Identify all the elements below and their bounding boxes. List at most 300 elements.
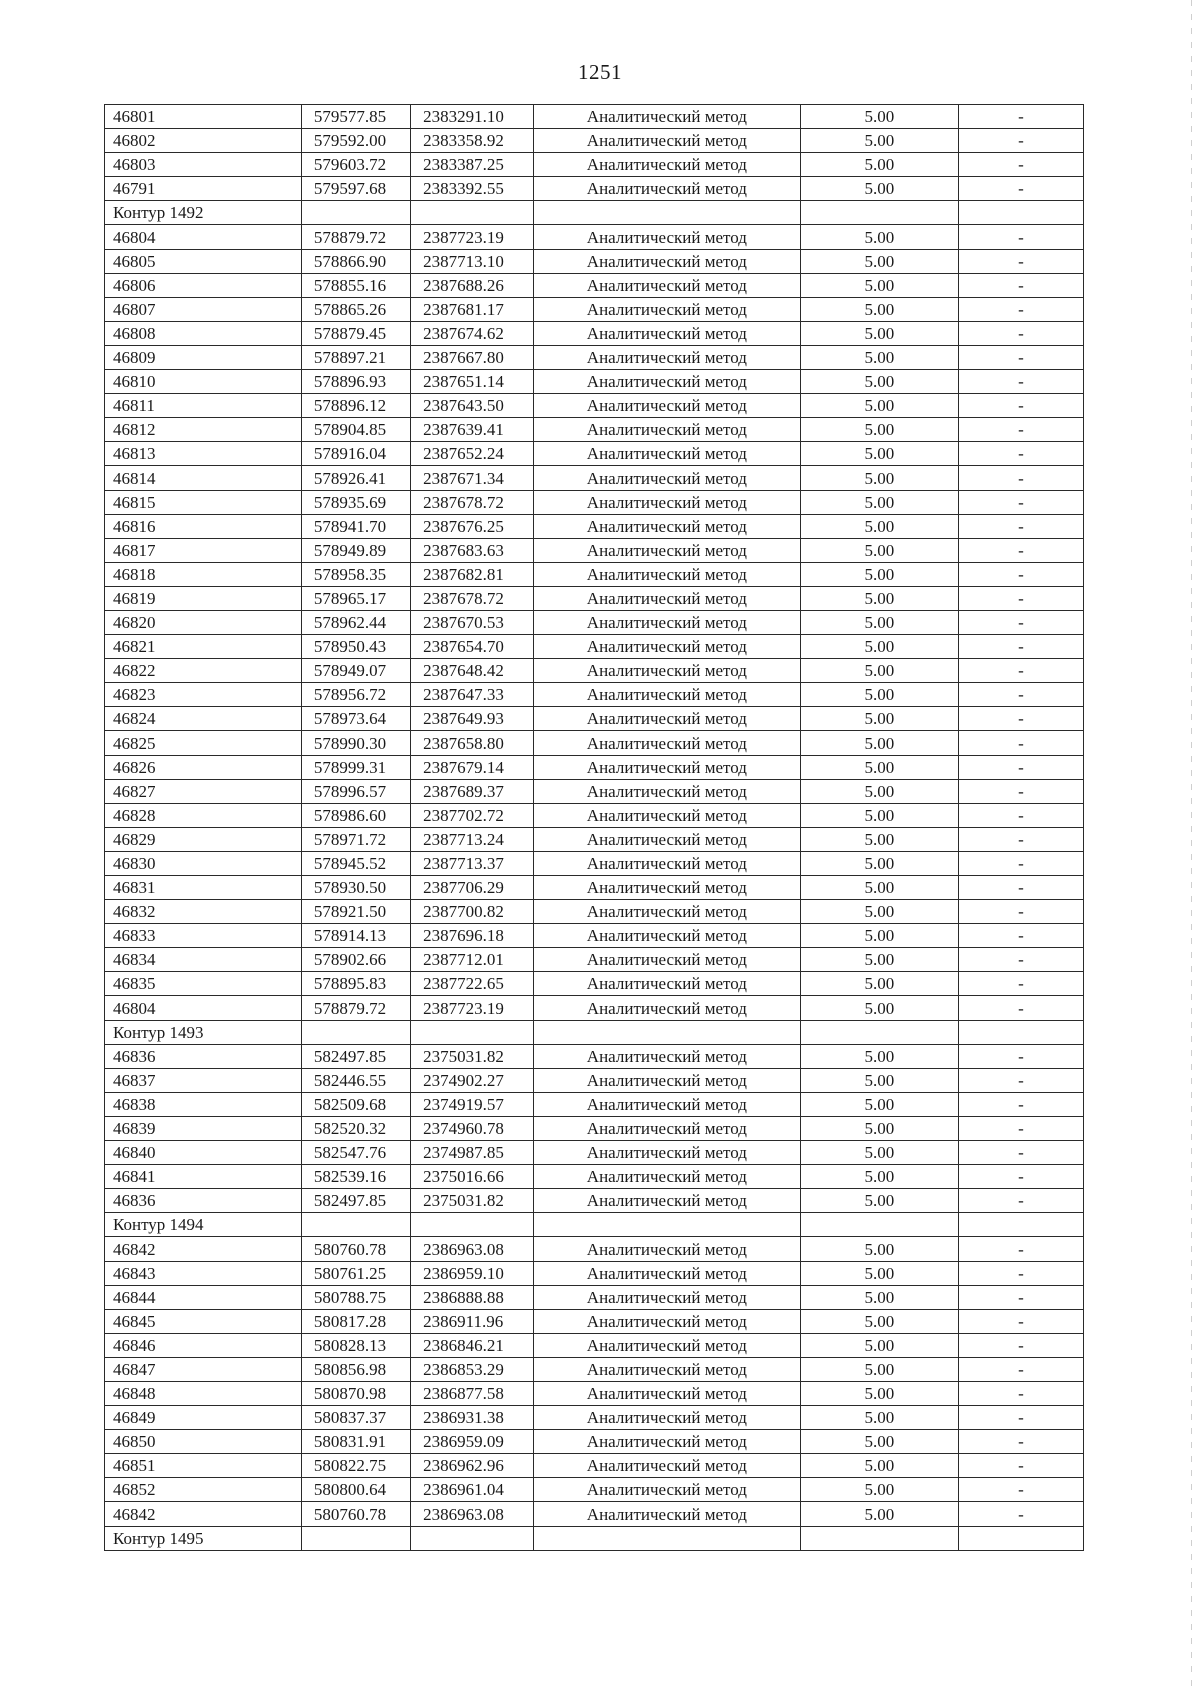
point-id-cell: 46813 [105,442,302,466]
coord-x-cell: 578971.72 [301,827,410,851]
coord-x-cell: 580800.64 [301,1478,410,1502]
method-cell: Аналитический метод [534,924,801,948]
contour-label: Контур 1495 [105,1526,302,1550]
point-id-cell: 46837 [105,1068,302,1092]
method-cell: Аналитический метод [534,1333,801,1357]
point-id-cell: 46803 [105,153,302,177]
coord-y-cell: 2387676.25 [411,514,534,538]
method-cell: Аналитический метод [534,1116,801,1140]
coord-x-cell: 579597.68 [301,177,410,201]
note-cell: - [958,1092,1083,1116]
accuracy-cell: 5.00 [800,1116,958,1140]
accuracy-cell: 5.00 [800,345,958,369]
coord-y-cell: 2387651.14 [411,370,534,394]
note-cell: - [958,1285,1083,1309]
note-cell: - [958,683,1083,707]
point-id-cell: 46820 [105,610,302,634]
method-cell: Аналитический метод [534,442,801,466]
note-cell: - [958,153,1083,177]
accuracy-cell: 5.00 [800,803,958,827]
coord-x-cell: 580760.78 [301,1237,410,1261]
coord-x-cell: 580760.78 [301,1502,410,1526]
accuracy-cell [800,1526,958,1550]
note-cell: - [958,249,1083,273]
note-cell: - [958,514,1083,538]
method-cell: Аналитический метод [534,610,801,634]
coord-x-cell: 582446.55 [301,1068,410,1092]
table-row [105,1406,1084,1430]
note-cell: - [958,1165,1083,1189]
method-cell: Аналитический метод [534,129,801,153]
accuracy-cell: 5.00 [800,1044,958,1068]
contour-header-row [105,1526,1084,1550]
coord-y-cell: 2387702.72 [411,803,534,827]
point-id-cell: 46843 [105,1261,302,1285]
note-cell: - [958,105,1083,129]
coord-y-cell: 2383387.25 [411,153,534,177]
note-cell: - [958,1261,1083,1285]
contour-header-row [105,1213,1084,1237]
coord-x-cell: 578941.70 [301,514,410,538]
coord-y-cell: 2386853.29 [411,1357,534,1381]
point-id-cell: 46828 [105,803,302,827]
point-id-cell: 46848 [105,1381,302,1405]
coord-y-cell: 2387723.19 [411,225,534,249]
method-cell: Аналитический метод [534,659,801,683]
coord-x-cell: 580856.98 [301,1357,410,1381]
note-cell: - [958,659,1083,683]
point-id-cell: 46834 [105,948,302,972]
coord-x-cell: 578866.90 [301,249,410,273]
point-id-cell: 46831 [105,876,302,900]
table-row [105,924,1084,948]
point-id-cell: 46809 [105,345,302,369]
note-cell: - [958,1141,1083,1165]
accuracy-cell: 5.00 [800,562,958,586]
coord-y-cell: 2375031.82 [411,1044,534,1068]
point-id-cell: 46825 [105,731,302,755]
coord-y-cell: 2387639.41 [411,418,534,442]
coord-y-cell: 2386962.96 [411,1454,534,1478]
table-row [105,1261,1084,1285]
table-row [105,442,1084,466]
note-cell: - [958,755,1083,779]
note-cell: - [958,731,1083,755]
accuracy-cell: 5.00 [800,1478,958,1502]
table-row [105,1116,1084,1140]
note-cell: - [958,370,1083,394]
coord-x-cell: 578855.16 [301,273,410,297]
coord-y-cell: 2387674.62 [411,321,534,345]
coord-x-cell: 578879.72 [301,996,410,1020]
table-row [105,1478,1084,1502]
table-row [105,900,1084,924]
accuracy-cell: 5.00 [800,514,958,538]
accuracy-cell: 5.00 [800,1141,958,1165]
point-id-cell: 46832 [105,900,302,924]
accuracy-cell: 5.00 [800,442,958,466]
point-id-cell: 46811 [105,394,302,418]
method-cell: Аналитический метод [534,1068,801,1092]
accuracy-cell: 5.00 [800,1092,958,1116]
coord-x-cell: 578897.21 [301,345,410,369]
coord-x-cell: 579603.72 [301,153,410,177]
method-cell: Аналитический метод [534,1165,801,1189]
coord-x-cell: 582547.76 [301,1141,410,1165]
point-id-cell: 46841 [105,1165,302,1189]
coord-y-cell: 2374987.85 [411,1141,534,1165]
method-cell: Аналитический метод [534,707,801,731]
point-id-cell: 46846 [105,1333,302,1357]
point-id-cell: 46850 [105,1430,302,1454]
coord-x-cell: 578962.44 [301,610,410,634]
note-cell: - [958,707,1083,731]
accuracy-cell: 5.00 [800,707,958,731]
coord-x-cell: 582539.16 [301,1165,410,1189]
accuracy-cell: 5.00 [800,177,958,201]
note-cell: - [958,1406,1083,1430]
note-cell: - [958,948,1083,972]
method-cell: Аналитический метод [534,466,801,490]
accuracy-cell: 5.00 [800,1237,958,1261]
table-row [105,370,1084,394]
point-id-cell: 46849 [105,1406,302,1430]
method-cell: Аналитический метод [534,370,801,394]
accuracy-cell: 5.00 [800,321,958,345]
method-cell: Аналитический метод [534,948,801,972]
method-cell: Аналитический метод [534,1502,801,1526]
accuracy-cell: 5.00 [800,851,958,875]
accuracy-cell: 5.00 [800,755,958,779]
point-id-cell: 46845 [105,1309,302,1333]
accuracy-cell: 5.00 [800,1454,958,1478]
coord-x-cell [301,1213,410,1237]
note-cell: - [958,803,1083,827]
accuracy-cell: 5.00 [800,900,958,924]
coord-y-cell: 2383291.10 [411,105,534,129]
point-id-cell: 46807 [105,297,302,321]
coord-y-cell: 2387682.81 [411,562,534,586]
coord-x-cell: 578935.69 [301,490,410,514]
table-row [105,177,1084,201]
contour-label: Контур 1493 [105,1020,302,1044]
table-row [105,996,1084,1020]
method-cell: Аналитический метод [534,1189,801,1213]
accuracy-cell: 5.00 [800,538,958,562]
accuracy-cell: 5.00 [800,129,958,153]
coord-x-cell [301,1526,410,1550]
point-id-cell: 46814 [105,466,302,490]
coord-y-cell: 2386846.21 [411,1333,534,1357]
point-id-cell: 46822 [105,659,302,683]
contour-header-row [105,201,1084,225]
table-row [105,972,1084,996]
coord-x-cell: 578896.93 [301,370,410,394]
method-cell: Аналитический метод [534,1309,801,1333]
table-row [105,1285,1084,1309]
contour-header-row [105,1020,1084,1044]
coord-x-cell: 578958.35 [301,562,410,586]
table-row [105,249,1084,273]
point-id-cell: 46821 [105,635,302,659]
point-id-cell: 46833 [105,924,302,948]
coord-y-cell: 2387670.53 [411,610,534,634]
method-cell: Аналитический метод [534,851,801,875]
table-row [105,1165,1084,1189]
point-id-cell: 46842 [105,1237,302,1261]
coord-y-cell [411,1213,534,1237]
accuracy-cell: 5.00 [800,1189,958,1213]
method-cell [534,201,801,225]
point-id-cell: 46824 [105,707,302,731]
table-row [105,321,1084,345]
table-row [105,1309,1084,1333]
coord-y-cell: 2387678.72 [411,586,534,610]
coord-y-cell: 2383392.55 [411,177,534,201]
note-cell: - [958,827,1083,851]
accuracy-cell: 5.00 [800,610,958,634]
method-cell: Аналитический метод [534,105,801,129]
coord-x-cell: 578965.17 [301,586,410,610]
method-cell: Аналитический метод [534,514,801,538]
note-cell: - [958,129,1083,153]
coord-x-cell: 578879.72 [301,225,410,249]
point-id-cell: 46806 [105,273,302,297]
note-cell: - [958,1237,1083,1261]
point-id-cell: 46840 [105,1141,302,1165]
coord-y-cell: 2374919.57 [411,1092,534,1116]
table-row [105,1044,1084,1068]
accuracy-cell: 5.00 [800,731,958,755]
method-cell: Аналитический метод [534,1381,801,1405]
coord-y-cell: 2375031.82 [411,1189,534,1213]
coord-y-cell: 2387712.01 [411,948,534,972]
coord-y-cell: 2387688.26 [411,273,534,297]
accuracy-cell: 5.00 [800,1381,958,1405]
coord-y-cell: 2383358.92 [411,129,534,153]
method-cell: Аналитический метод [534,418,801,442]
accuracy-cell: 5.00 [800,1333,958,1357]
coord-x-cell: 580817.28 [301,1309,410,1333]
table-row [105,851,1084,875]
table-row [105,129,1084,153]
note-cell: - [958,1454,1083,1478]
coord-y-cell: 2387700.82 [411,900,534,924]
method-cell [534,1213,801,1237]
coord-y-cell: 2387652.24 [411,442,534,466]
method-cell: Аналитический метод [534,153,801,177]
accuracy-cell: 5.00 [800,1165,958,1189]
table-row [105,1454,1084,1478]
coord-y-cell: 2387706.29 [411,876,534,900]
method-cell: Аналитический метод [534,635,801,659]
accuracy-cell: 5.00 [800,972,958,996]
coord-x-cell: 582520.32 [301,1116,410,1140]
coord-y-cell: 2386963.08 [411,1502,534,1526]
accuracy-cell: 5.00 [800,659,958,683]
coord-x-cell: 578921.50 [301,900,410,924]
note-cell: - [958,394,1083,418]
table-row [105,635,1084,659]
method-cell: Аналитический метод [534,538,801,562]
table-row [105,779,1084,803]
method-cell: Аналитический метод [534,803,801,827]
point-id-cell: 46836 [105,1189,302,1213]
table-row [105,1092,1084,1116]
method-cell: Аналитический метод [534,996,801,1020]
note-cell: - [958,321,1083,345]
note-cell: - [958,876,1083,900]
accuracy-cell: 5.00 [800,779,958,803]
table-row [105,1502,1084,1526]
point-id-cell: 46844 [105,1285,302,1309]
accuracy-cell: 5.00 [800,827,958,851]
point-id-cell: 46839 [105,1116,302,1140]
coord-x-cell: 578990.30 [301,731,410,755]
table-row [105,1333,1084,1357]
page-number: 1251 [578,60,622,84]
note-cell: - [958,345,1083,369]
point-id-cell: 46827 [105,779,302,803]
method-cell: Аналитический метод [534,731,801,755]
point-id-cell: 46804 [105,996,302,1020]
table-row [105,394,1084,418]
table-row [105,1357,1084,1381]
coord-y-cell: 2387683.63 [411,538,534,562]
accuracy-cell: 5.00 [800,876,958,900]
coord-x-cell: 578895.83 [301,972,410,996]
coord-y-cell: 2387696.18 [411,924,534,948]
coord-y-cell [411,1526,534,1550]
coord-y-cell: 2387671.34 [411,466,534,490]
method-cell: Аналитический метод [534,755,801,779]
accuracy-cell: 5.00 [800,1261,958,1285]
table-row [105,418,1084,442]
method-cell: Аналитический метод [534,1261,801,1285]
accuracy-cell: 5.00 [800,586,958,610]
coord-x-cell: 579577.85 [301,105,410,129]
accuracy-cell: 5.00 [800,225,958,249]
method-cell: Аналитический метод [534,1237,801,1261]
note-cell: - [958,1309,1083,1333]
table-row [105,490,1084,514]
table-row [105,586,1084,610]
note-cell: - [958,1116,1083,1140]
point-id-cell: 46815 [105,490,302,514]
coord-y-cell: 2387658.80 [411,731,534,755]
coord-y-cell: 2386959.10 [411,1261,534,1285]
coord-y-cell: 2386911.96 [411,1309,534,1333]
point-id-cell: 46817 [105,538,302,562]
table-row [105,803,1084,827]
contour-label: Контур 1492 [105,201,302,225]
coord-x-cell: 578996.57 [301,779,410,803]
accuracy-cell: 5.00 [800,1406,958,1430]
coord-y-cell: 2387654.70 [411,635,534,659]
table-row [105,153,1084,177]
table-row [105,1237,1084,1261]
coord-y-cell: 2374902.27 [411,1068,534,1092]
coord-y-cell: 2387649.93 [411,707,534,731]
method-cell: Аналитический метод [534,683,801,707]
accuracy-cell [800,1020,958,1044]
point-id-cell: 46818 [105,562,302,586]
coord-y-cell: 2387713.10 [411,249,534,273]
coord-x-cell: 578865.26 [301,297,410,321]
coord-y-cell [411,1020,534,1044]
method-cell: Аналитический метод [534,1092,801,1116]
coord-x-cell: 580837.37 [301,1406,410,1430]
accuracy-cell: 5.00 [800,370,958,394]
method-cell: Аналитический метод [534,1044,801,1068]
accuracy-cell: 5.00 [800,153,958,177]
point-id-cell: 46805 [105,249,302,273]
table-row [105,707,1084,731]
note-cell: - [958,586,1083,610]
accuracy-cell: 5.00 [800,1430,958,1454]
method-cell: Аналитический метод [534,972,801,996]
coord-y-cell: 2387713.24 [411,827,534,851]
coord-y-cell: 2387679.14 [411,755,534,779]
coord-x-cell: 580788.75 [301,1285,410,1309]
point-id-cell: 46804 [105,225,302,249]
table-row [105,755,1084,779]
coord-y-cell: 2387647.33 [411,683,534,707]
coord-x-cell: 578930.50 [301,876,410,900]
method-cell: Аналитический метод [534,177,801,201]
accuracy-cell: 5.00 [800,1502,958,1526]
coord-y-cell: 2387678.72 [411,490,534,514]
point-id-cell: 46836 [105,1044,302,1068]
table-row [105,731,1084,755]
coord-x-cell: 578999.31 [301,755,410,779]
note-cell: - [958,1381,1083,1405]
point-id-cell: 46835 [105,972,302,996]
method-cell: Аналитический метод [534,1141,801,1165]
method-cell: Аналитический метод [534,779,801,803]
table-row [105,538,1084,562]
note-cell: - [958,900,1083,924]
note-cell: - [958,1357,1083,1381]
accuracy-cell: 5.00 [800,948,958,972]
coord-y-cell: 2387681.17 [411,297,534,321]
method-cell: Аналитический метод [534,1357,801,1381]
point-id-cell: 46791 [105,177,302,201]
coord-y-cell [411,201,534,225]
coord-x-cell: 582509.68 [301,1092,410,1116]
point-id-cell: 46852 [105,1478,302,1502]
note-cell: - [958,538,1083,562]
note-cell: - [958,466,1083,490]
coord-x-cell: 578879.45 [301,321,410,345]
note-cell: - [958,924,1083,948]
coord-y-cell: 2387648.42 [411,659,534,683]
method-cell: Аналитический метод [534,1454,801,1478]
accuracy-cell: 5.00 [800,1309,958,1333]
table-row [105,514,1084,538]
coord-x-cell [301,1020,410,1044]
accuracy-cell: 5.00 [800,297,958,321]
note-cell: - [958,1502,1083,1526]
note-cell [958,1526,1083,1550]
point-id-cell: 46830 [105,851,302,875]
accuracy-cell: 5.00 [800,1357,958,1381]
coord-x-cell: 578949.89 [301,538,410,562]
coord-x-cell: 578904.85 [301,418,410,442]
note-cell: - [958,273,1083,297]
accuracy-cell: 5.00 [800,490,958,514]
table-row [105,466,1084,490]
